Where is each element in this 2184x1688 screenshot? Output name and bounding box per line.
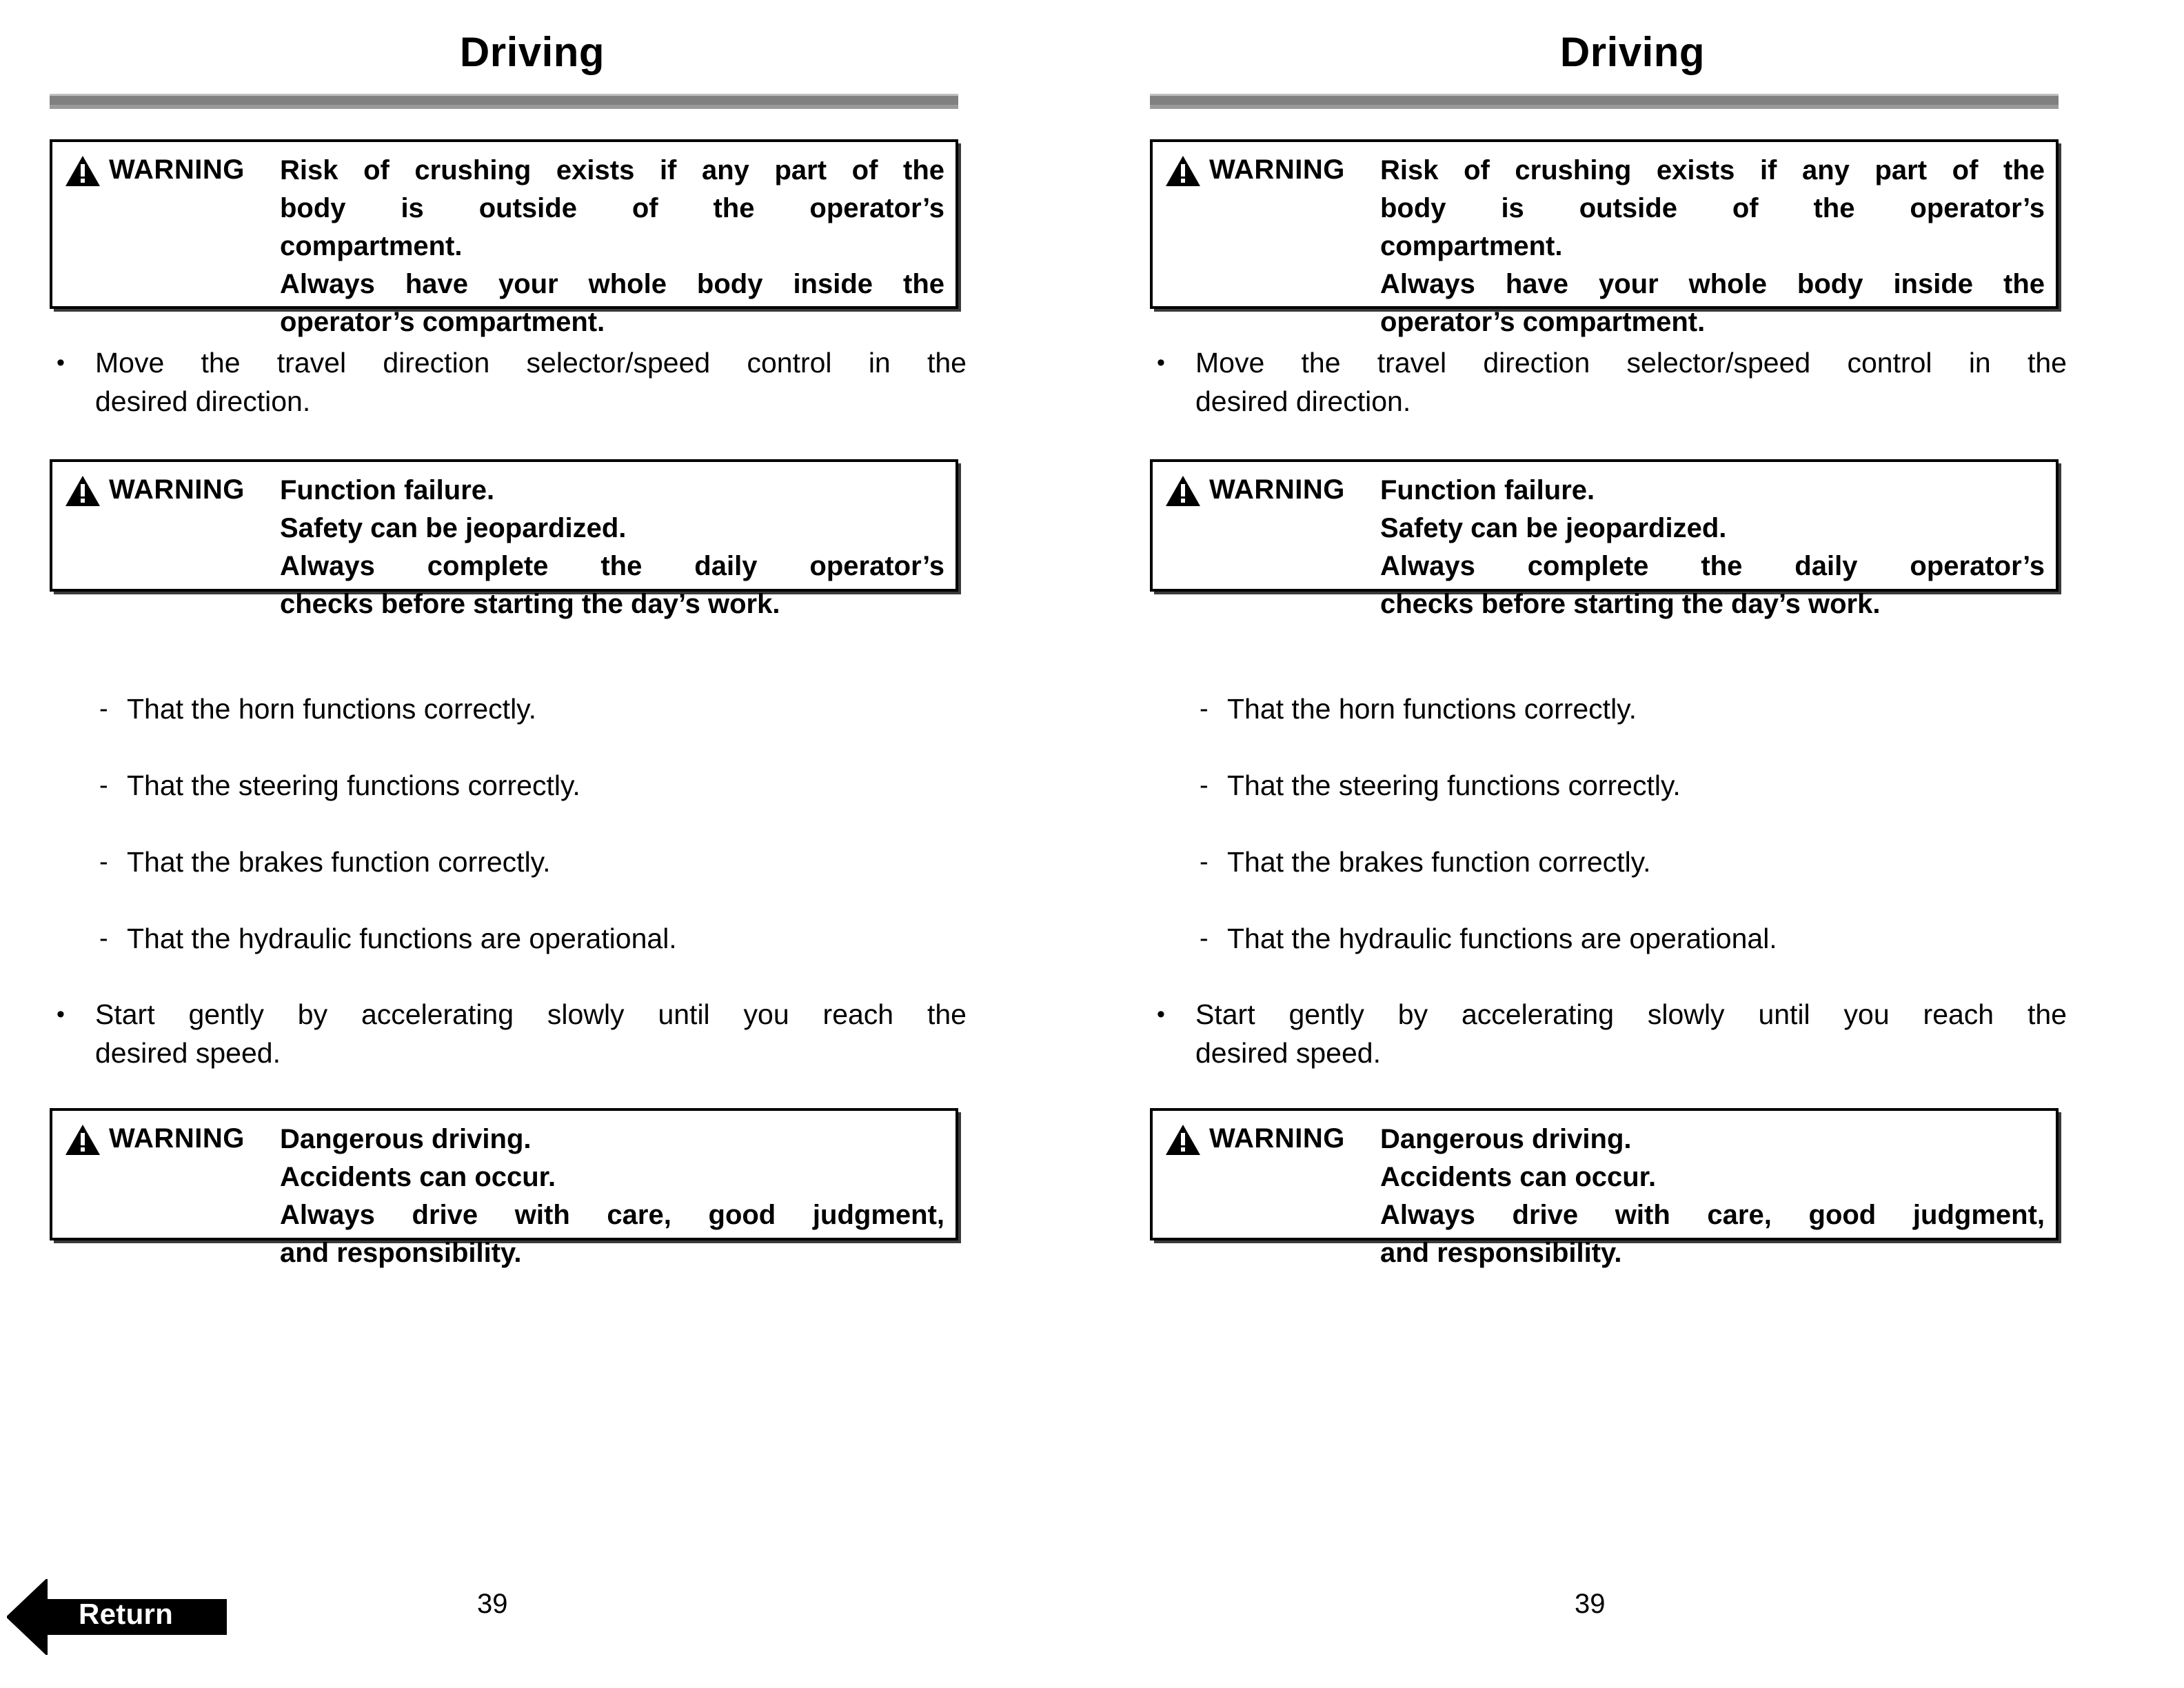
instruction-text: [1195, 343, 2067, 421]
warning-line: compartment.: [1380, 231, 1563, 261]
warning-line: Risk of crushing exists if any part of the: [280, 155, 944, 185]
warning-triangle-icon: [65, 154, 101, 188]
list-item: [1150, 690, 2115, 728]
warning-box-crushing: [1150, 139, 2059, 337]
dash-marker: -: [99, 847, 108, 876]
page-title: Driving: [459, 29, 605, 75]
warning-line: and responsibility.: [1380, 1238, 1622, 1268]
warning-line: Safety can be jeopardized.: [1380, 513, 1727, 543]
warning-triangle-icon: [1165, 1123, 1201, 1156]
list-item: [1150, 919, 2115, 958]
page-number: 39: [477, 1589, 508, 1619]
bullet-marker: •: [57, 1001, 65, 1027]
list-item: [50, 919, 1015, 958]
dash-marker: -: [1200, 771, 1209, 800]
warning-line: Function failure.: [280, 475, 495, 505]
page-number: 39: [1575, 1589, 1606, 1619]
dash-marker: -: [1200, 694, 1209, 723]
instruction-line: Start gently by accelerating slowly until you reach the: [95, 998, 967, 1030]
daily-checks-list: [50, 690, 1015, 958]
header-rule: [1150, 94, 2059, 109]
instruction-line: desired direction.: [1195, 385, 1411, 417]
instruction-line: desired speed.: [1195, 1037, 1381, 1069]
warning-label: WARNING: [109, 1123, 245, 1154]
warning-line: checks before starting the day’s work.: [1380, 589, 1881, 619]
warning-box-crushing: [50, 139, 958, 337]
warning-triangle-icon: [65, 474, 101, 508]
warning-header: [1153, 1111, 1380, 1156]
warning-line: Accidents can occur.: [280, 1162, 556, 1192]
warning-header: [1153, 462, 1380, 508]
header-rule: [50, 94, 958, 109]
warning-header: [52, 1111, 280, 1156]
instruction-line: Start gently by accelerating slowly until you reach the: [1195, 998, 2067, 1030]
warning-box-function-failure: [50, 459, 958, 619]
warning-line: Always complete the daily operator’s: [1380, 551, 2045, 581]
dash-marker: -: [1200, 847, 1209, 876]
bullet-marker: •: [1157, 350, 1165, 376]
dash-marker: -: [99, 924, 108, 953]
warning-text: [1380, 142, 2056, 354]
list-item-label: That the steering functions correctly.: [1227, 770, 1681, 801]
warning-line: and responsibility.: [280, 1238, 522, 1268]
warning-triangle-icon: [1165, 154, 1201, 188]
warning-line: checks before starting the day’s work.: [280, 589, 780, 619]
warning-line: Always drive with care, good judgment,: [280, 1200, 944, 1230]
warning-line: Always have your whole body inside the: [1380, 269, 2045, 299]
warning-text: [1380, 1111, 2056, 1285]
instruction-line: desired direction.: [95, 385, 311, 417]
bullet-marker: •: [1157, 1001, 1165, 1027]
dash-marker: -: [99, 694, 108, 723]
instruction-move-direction: [50, 343, 967, 421]
list-item: [50, 843, 1015, 881]
instruction-text: [95, 343, 967, 421]
return-button[interactable]: [7, 1579, 228, 1655]
warning-line: Always drive with care, good judgment,: [1380, 1200, 2045, 1230]
list-item: [50, 690, 1015, 728]
warning-line: Dangerous driving.: [1380, 1124, 1632, 1154]
instruction-text: [95, 995, 967, 1072]
warning-header: [1153, 142, 1380, 188]
warning-label: WARNING: [1209, 1123, 1345, 1154]
list-item-label: That the hydraulic functions are operational.: [1227, 923, 1777, 954]
warning-box-function-failure: [1150, 459, 2059, 619]
warning-line: compartment.: [280, 231, 463, 261]
warning-line: Always have your whole body inside the: [280, 269, 944, 299]
return-button-label: Return: [79, 1598, 174, 1630]
warning-label: WARNING: [1209, 154, 1345, 185]
warning-line: body is outside of the operator’s: [1380, 193, 2045, 223]
warning-line: Function failure.: [1380, 475, 1595, 505]
instruction-move-direction: [1150, 343, 2067, 421]
warning-box-dangerous-driving: [1150, 1108, 2059, 1268]
warning-label: WARNING: [109, 154, 245, 185]
list-item-label: That the steering functions correctly.: [127, 770, 580, 801]
warning-line: Safety can be jeopardized.: [280, 513, 627, 543]
warning-line: operator’s compartment.: [1380, 307, 1706, 337]
warning-line: body is outside of the operator’s: [280, 193, 944, 223]
warning-triangle-icon: [1165, 474, 1201, 508]
warning-triangle-icon: [65, 1123, 101, 1156]
instruction-start-gently: [50, 995, 967, 1072]
warning-line: Always complete the daily operator’s: [280, 551, 944, 581]
daily-checks-list: [1150, 690, 2115, 958]
list-item-label: That the horn functions correctly.: [1227, 693, 1637, 725]
instruction-start-gently: [1150, 995, 2067, 1072]
instruction-text: [1195, 995, 2067, 1072]
warning-text: [280, 462, 956, 636]
warning-line: Dangerous driving.: [280, 1124, 532, 1154]
list-item: [1150, 766, 2115, 805]
right-page-panel: [1092, 0, 2184, 1688]
list-item-label: That the brakes function correctly.: [1227, 846, 1651, 878]
dash-marker: -: [1200, 924, 1209, 953]
warning-line: Accidents can occur.: [1380, 1162, 1657, 1192]
warning-line: Risk of crushing exists if any part of the: [1380, 155, 2045, 185]
dash-marker: -: [99, 771, 108, 800]
warning-text: [1380, 462, 2056, 636]
list-item-label: That the hydraulic functions are operational.: [127, 923, 677, 954]
list-item-label: That the horn functions correctly.: [127, 693, 537, 725]
instruction-line: desired speed.: [95, 1037, 281, 1069]
instruction-line: Move the travel direction selector/speed control in the: [95, 347, 967, 379]
warning-text: [280, 142, 956, 354]
page-title: Driving: [1559, 29, 1706, 75]
warning-header: [52, 462, 280, 508]
warning-line: operator’s compartment.: [280, 307, 605, 337]
list-item: [1150, 843, 2115, 881]
warning-label: WARNING: [1209, 474, 1345, 505]
warning-label: WARNING: [109, 474, 245, 505]
bullet-marker: •: [57, 350, 65, 376]
warning-box-dangerous-driving: [50, 1108, 958, 1268]
warning-text: [280, 1111, 956, 1285]
list-item-label: That the brakes function correctly.: [127, 846, 551, 878]
warning-header: [52, 142, 280, 188]
list-item: [50, 766, 1015, 805]
instruction-line: Move the travel direction selector/speed control in the: [1195, 347, 2067, 379]
